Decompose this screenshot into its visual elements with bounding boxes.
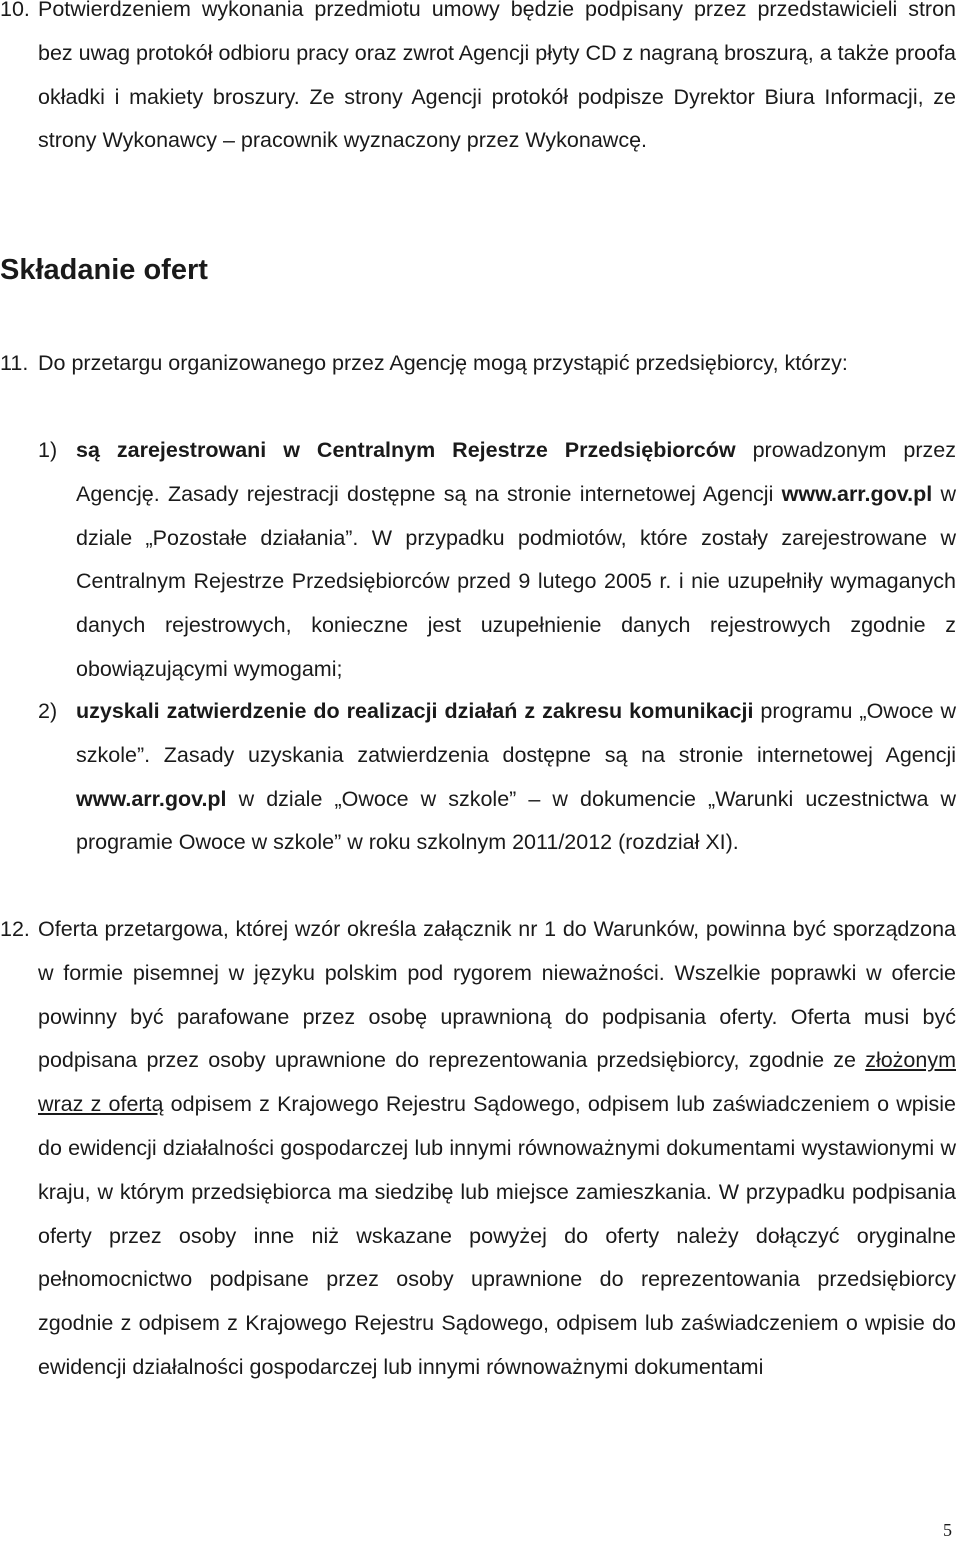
link-text: www.arr.gov.pl [76, 786, 227, 811]
paragraph-text: Do przetargu organizowanego przez Agencję mogą przystąpić przedsiębiorcy, którzy: [38, 351, 848, 375]
paragraph-number: 11. [0, 351, 29, 375]
link-text: www.arr.gov.pl [781, 481, 933, 506]
page-number: 5 [943, 1520, 952, 1540]
section-heading: Składanie ofert [0, 254, 208, 286]
bold-phrase: są zarejestrowani w Centralnym Rejestrze Przedsiębiorców [76, 438, 736, 462]
paragraph-number: 12. [0, 917, 30, 941]
list-item-2 [38, 690, 956, 865]
list-item-text: są zarejestrowani w Centralnym Rejestrze Przedsiębiorców prowadzonym przez Agencję. Zasady rejestracji dostępne są na stronie internetowej Agencji www.arr.gov.pl w dziale „Pozostałe działania”. W przypadku podmiotów, które zostały zarejestrowane w Centralnym Rejestrze Przedsiębiorców przed 9 lutego 2005 r. i nie uzupełniły wymaganych danych rejestrowych, konieczne jest uzupełnienie danych rejestrowych zgodnie z obowiązującymi wymogami; [76, 438, 957, 681]
paragraph-11 [0, 342, 956, 386]
paragraph-number: 10. [0, 0, 30, 21]
bold-phrase: uzyskali zatwierdzenie do realizacji działań z zakresu komunikacji [76, 699, 754, 723]
paragraph-10 [0, 0, 956, 163]
list-item-number: 2) [38, 699, 58, 723]
paragraph-12 [0, 908, 956, 1390]
paragraph-text: Potwierdzeniem wykonania przedmiotu umowy będzie podpisany przez przedstawicieli stron bez uwag protokół odbioru pracy oraz zwrot Agencji płyty CD z nagraną broszurą, a także proofa okładki i makiety broszury. Ze strony Agencji protokół podpisze Dyrektor Biura Informacji, ze strony Wykonawcy – pracownik wyznaczony przez Wykonawcę. [38, 0, 956, 153]
list-item-text: uzyskali zatwierdzenie do realizacji działań z zakresu komunikacji programu „Owoce w szkole”. Zasady uzyskania zatwierdzenia dostępne są na stronie internetowej Agencji www.arr.gov.pl w dziale „Owoce w szkole” – w dokumencie „Warunki uczestnictwa w programie Owoce w szkole” w roku szkolnym 2011/2012 (rozdział XI). [76, 699, 956, 855]
list-item-number: 1) [38, 438, 58, 462]
underlined-phrase: złożonym wraz z ofertą [38, 1048, 956, 1117]
paragraph-text: Oferta przetargowa, której wzór określa załącznik nr 1 do Warunków, powinna być sporządzona w formie pisemnej w języku polskim pod rygorem nieważności. Wszelkie poprawki w ofercie powinny być parafowane przez osobę uprawnioną do podpisania oferty. Oferta musi być podpisana przez osoby uprawnione do reprezentowania przedsiębiorcy, zgodnie ze złożonym wraz z ofertą odpisem z Krajowego Rejestru Sądowego, odpisem lub zaświadczeniem o wpisie do ewidencji działalności gospodarczej lub innymi równoważnymi dokumentami wystawionymi w kraju, w którym przedsiębiorca ma siedzibę lub miejsce zamieszkania. W przypadku podpisania oferty przez osoby inne niż wskazane powyżej do oferty należy dołączyć oryginalne pełnomocnictwo podpisane przez osoby uprawnione do reprezentowania przedsiębiorcy zgodnie z odpisem z Krajowego Rejestru Sądowego, odpisem lub zaświadczeniem o wpisie do ewidencji działalności gospodarczej lub innymi równoważnymi dokumentami [38, 917, 956, 1379]
list-item-1 [38, 429, 956, 692]
